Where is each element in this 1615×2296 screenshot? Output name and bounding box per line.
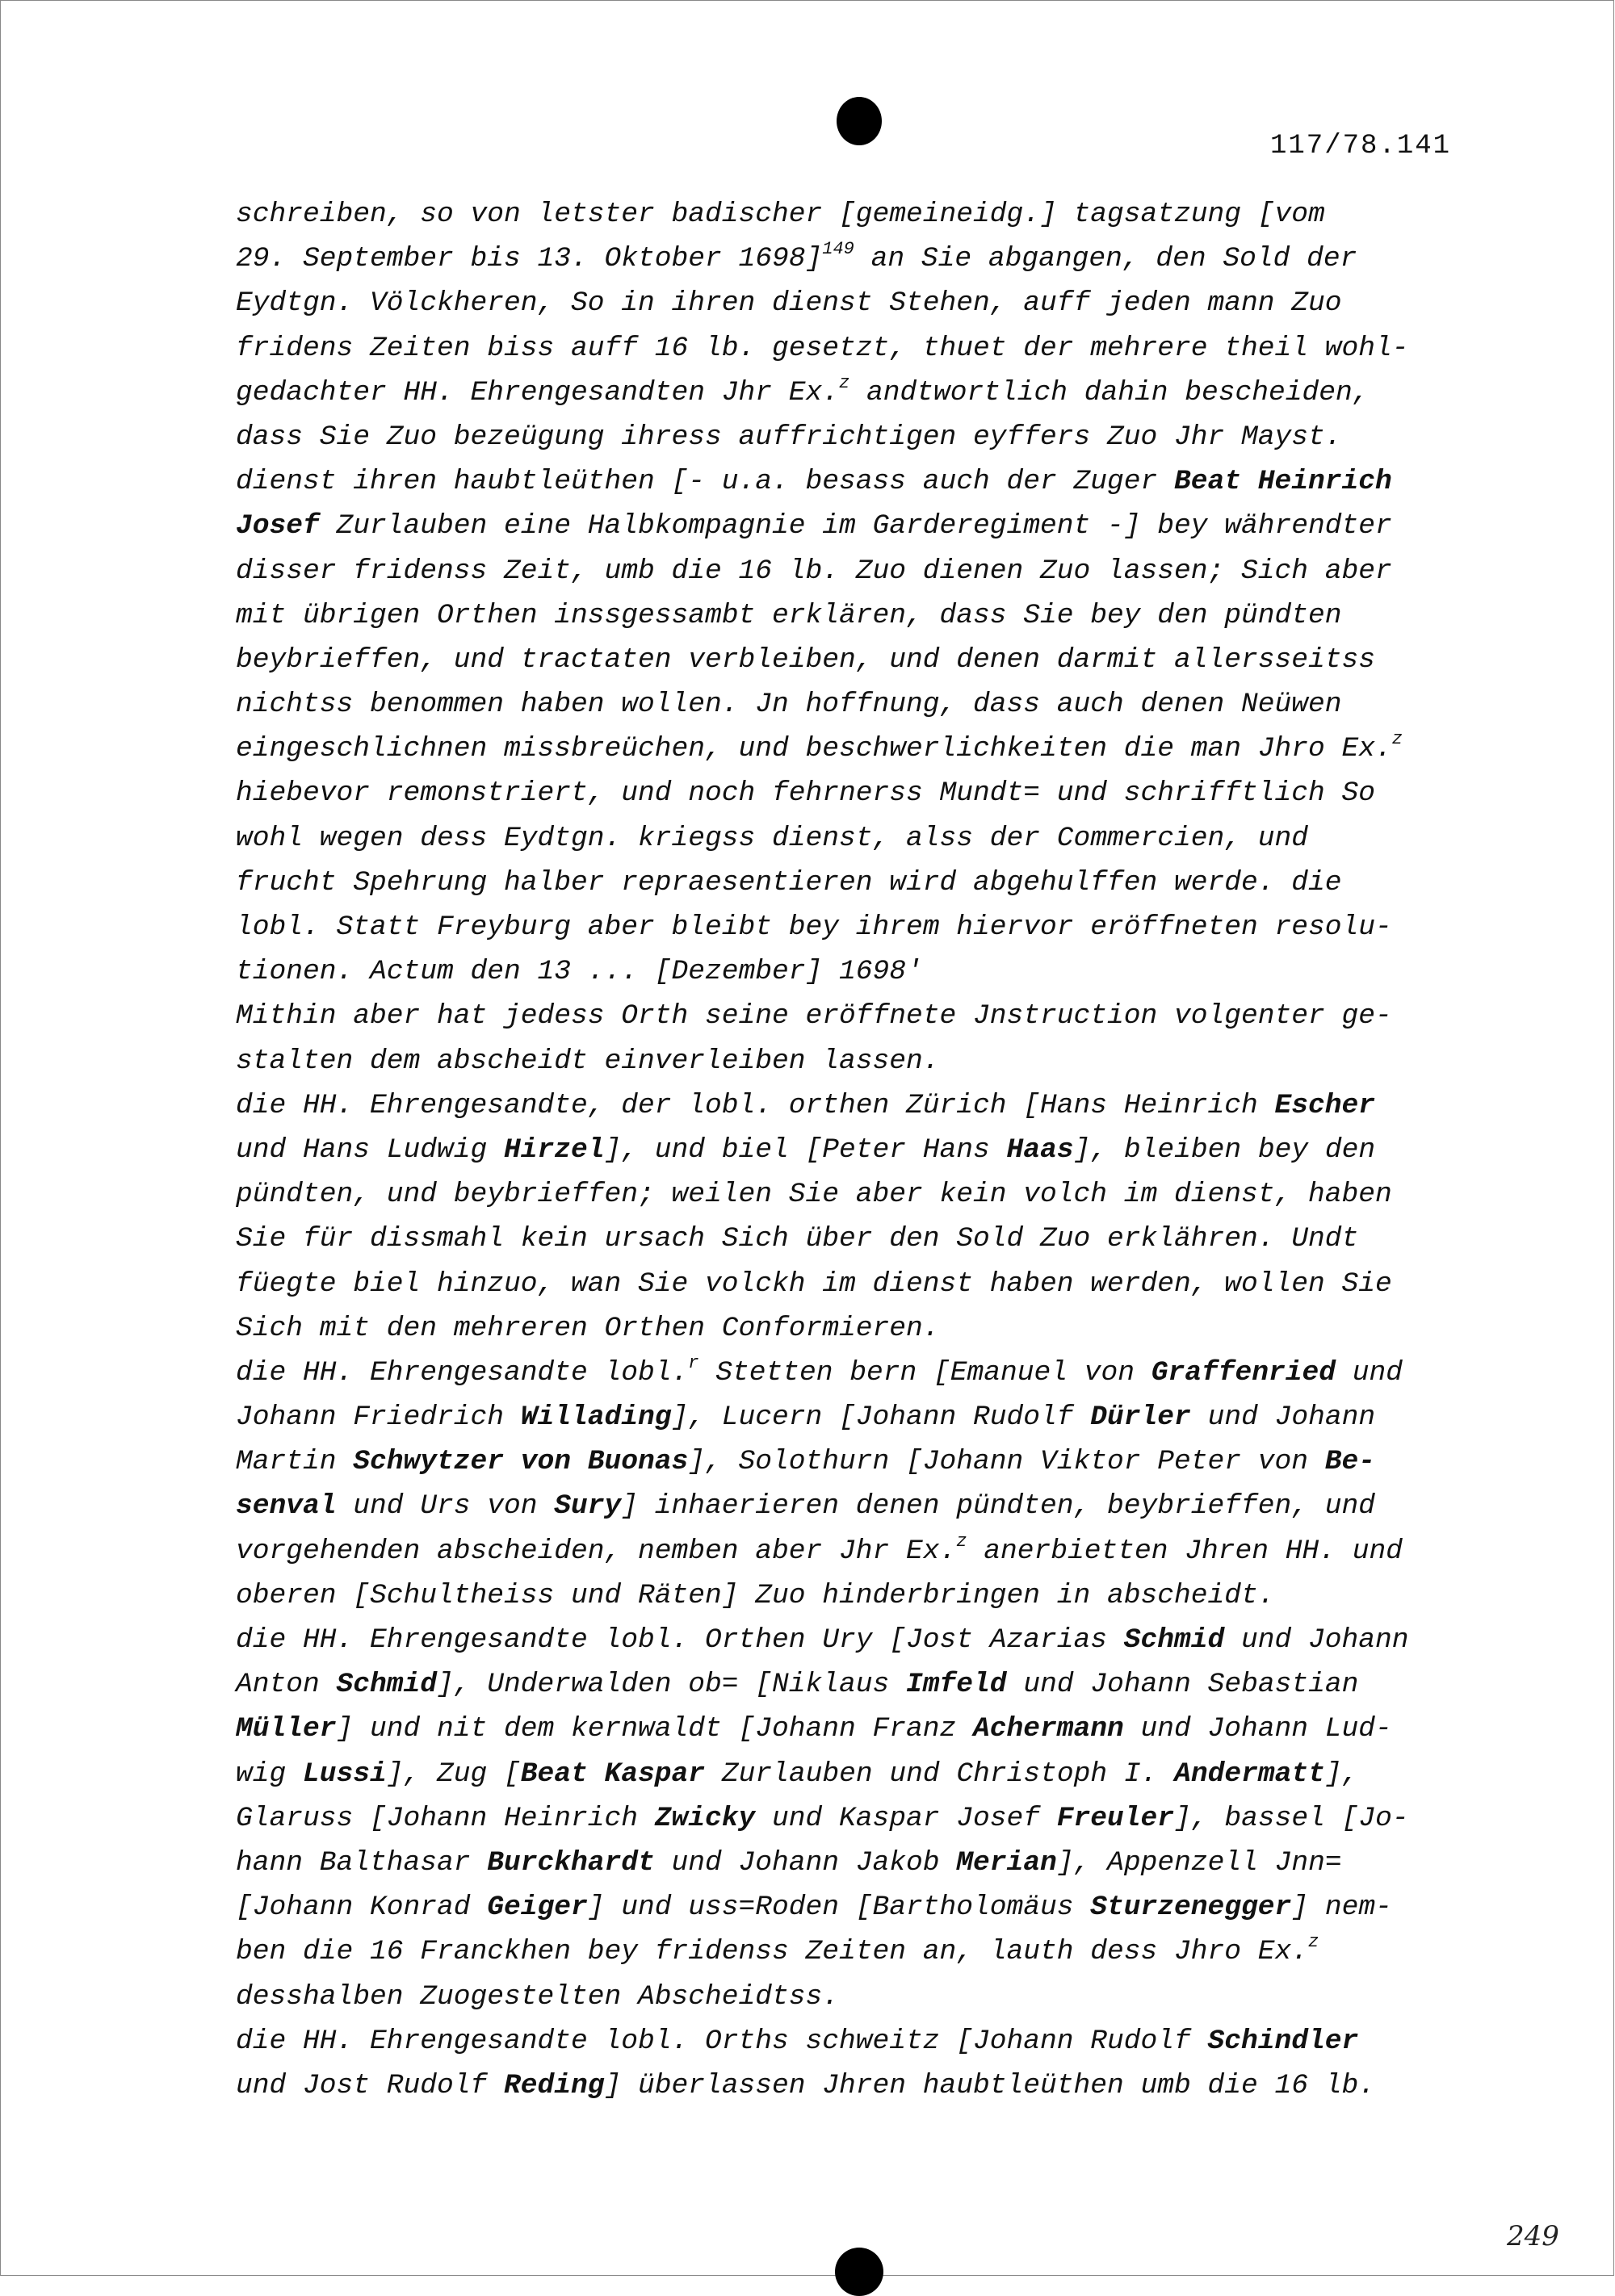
text-line: [236, 504, 1471, 548]
text-line: [236, 861, 1471, 905]
text-line: [236, 1529, 1471, 1573]
bold-name: Willading: [520, 1401, 672, 1434]
text-segment: und Urs von: [336, 1490, 555, 1523]
text-line: [236, 1172, 1471, 1217]
superscript: 149: [822, 239, 854, 260]
bold-name: Graffenried: [1151, 1356, 1336, 1389]
text-line: [236, 1395, 1471, 1439]
text-line: [236, 371, 1471, 415]
text-segment: und Johann Jakob: [654, 1846, 957, 1879]
bold-name: Be-: [1324, 1446, 1376, 1478]
text-line: [236, 1707, 1471, 1751]
text-segment: ] überlassen Jhren haubtleüthen umb die 16 lb.: [604, 2069, 1376, 2101]
text-segment: ], Zug [: [386, 1758, 521, 1790]
text-line: [236, 1484, 1471, 1528]
superscript: z: [839, 372, 850, 393]
text-segment: andtwortlich dahin bescheiden,: [849, 376, 1370, 409]
text-segment: Johann Friedrich: [236, 1401, 521, 1434]
text-segment: ] und nit dem kernwaldt [Johann Franz: [336, 1713, 974, 1745]
bold-name: Haas: [1006, 1133, 1074, 1166]
bold-name: Sturzenegger: [1090, 1892, 1292, 1924]
bold-name: Schmid: [1123, 1624, 1225, 1656]
bold-name: Freuler: [1056, 1802, 1175, 1834]
text-line: [236, 1217, 1471, 1261]
text-line: [236, 1039, 1471, 1083]
text-segment: schreiben, so von letster badischer [gemeineidg.] tagsatzung [vom: [236, 199, 1325, 230]
text-line: [236, 593, 1471, 638]
bold-name: Hirzel: [504, 1133, 605, 1166]
text-segment: anerbietten Jhren HH. und: [967, 1535, 1403, 1567]
text-line: [236, 1841, 1471, 1885]
text-segment: disser fridenss Zeit, umb die 16 lb. Zuo dienen Zuo lassen; Sich aber: [236, 555, 1392, 587]
bold-name: Schindler: [1207, 2025, 1359, 2057]
text-segment: und Johann Sebastian: [1006, 1669, 1359, 1701]
text-segment: wig: [236, 1758, 304, 1790]
text-segment: die HH. Ehrengesandte lobl. Orthen Ury [Jost Azarias: [236, 1624, 1124, 1656]
bold-name: Beat Kaspar: [520, 1758, 706, 1790]
text-segment: die HH. Ehrengesandte, der lobl. orthen Zürich [Hans Heinrich: [236, 1089, 1275, 1121]
superscript: z: [1308, 1932, 1319, 1953]
text-line: [236, 459, 1471, 504]
text-segment: ] inhaerieren denen pündten, beybrieffen, und: [621, 1490, 1376, 1523]
text-segment: Glaruss [Johann Heinrich: [236, 1802, 655, 1834]
bold-name: Reding: [504, 2069, 605, 2101]
text-line: [236, 949, 1471, 994]
text-segment: und Johann: [1224, 1624, 1409, 1656]
text-line: [236, 1662, 1471, 1707]
text-segment: die HH. Ehrengesandte lobl. Orths schweitz [Johann Rudolf: [236, 2025, 1208, 2057]
text-segment: mit übrigen Orthen inssgessambt erklären, dass Sie bey den pündten: [236, 599, 1342, 631]
text-line: [236, 638, 1471, 682]
text-segment: [Johann Konrad: [236, 1892, 488, 1924]
text-line: [236, 2063, 1471, 2108]
page-number: 117/78.141: [1270, 131, 1452, 161]
bold-name: Achermann: [973, 1713, 1124, 1745]
text-line: [236, 192, 1471, 237]
text-segment: Mithin aber hat jedess Orth seine eröffnete Jnstruction volgenter ge-: [236, 1000, 1392, 1033]
text-segment: ], Lucern [Johann Rudolf: [671, 1401, 1091, 1434]
text-line: [236, 1618, 1471, 1662]
bold-name: Lussi: [303, 1758, 387, 1790]
text-segment: vorgehenden abscheiden, nemben aber Jhr Ex.: [236, 1535, 957, 1567]
text-segment: oberen [Schultheiss und Räten] Zuo hinderbringen in abscheidt.: [236, 1579, 1275, 1611]
bold-name: Zwicky: [654, 1802, 756, 1834]
text-segment: an Sie abgangen, den Sold der: [854, 243, 1357, 275]
text-segment: lobl. Statt Freyburg aber bleibt bey ihrem hiervor eröffneten resolu-: [236, 911, 1392, 943]
bold-name: Imfeld: [906, 1669, 1007, 1701]
text-line: [236, 1975, 1471, 2019]
text-line: [236, 1439, 1471, 1484]
superscript: z: [1391, 729, 1403, 750]
text-line: [236, 905, 1471, 949]
superscript: z: [956, 1531, 967, 1552]
bold-name: Burckhardt: [487, 1846, 655, 1879]
bold-name: Josef: [236, 510, 320, 543]
text-segment: ], bleiben bey den: [1073, 1133, 1376, 1166]
text-segment: füegte biel hinzuo, wan Sie volckh im dienst haben werden, wollen Sie: [236, 1267, 1392, 1300]
text-segment: tionen. Actum den 13 ... [Dezember] 1698': [236, 956, 923, 988]
text-segment: stalten dem abscheidt einverleiben lassen.: [236, 1045, 940, 1077]
text-line: [236, 1306, 1471, 1351]
text-segment: nichtss benommen haben wollen. Jn hoffnung, dass auch denen Neüwen: [236, 689, 1342, 721]
superscript: r: [688, 1352, 699, 1373]
text-segment: Martin: [236, 1446, 354, 1478]
text-segment: Zurlauben eine Halbkompagnie im Garderegiment -] bey währendter: [319, 510, 1392, 543]
text-line: [236, 1885, 1471, 1929]
bold-name: Schwytzer von Buonas: [353, 1446, 689, 1478]
text-line: [236, 415, 1471, 459]
text-segment: hiebevor remonstriert, und noch fehrnerss Mundt= und schrifftlich So: [236, 777, 1376, 810]
text-segment: dass Sie Zuo bezeügung ihress auffrichtigen eyffers Zuo Jhr Mayst.: [236, 421, 1342, 453]
text-segment: und: [1336, 1356, 1403, 1389]
text-segment: und Johann Lud-: [1123, 1713, 1392, 1745]
text-line: [236, 237, 1471, 281]
text-segment: Anton: [236, 1669, 337, 1701]
text-segment: und Kaspar Josef: [755, 1802, 1057, 1834]
bold-name: Merian: [956, 1846, 1057, 1879]
handwritten-page-mark: 249: [1507, 2220, 1559, 2252]
text-segment: wohl wegen dess Eydtgn. kriegss dienst, alss der Commercien, und: [236, 822, 1309, 854]
text-segment: und Johann: [1190, 1401, 1376, 1434]
text-segment: ], Appenzell Jnn=: [1056, 1846, 1342, 1879]
bold-name: senval: [236, 1490, 337, 1523]
text-segment: 29. September bis 13. Oktober 1698]: [236, 243, 823, 275]
text-segment: ] und uss=Roden [Bartholomäus: [587, 1892, 1091, 1924]
punch-hole-top: [837, 97, 882, 145]
text-line: [236, 1351, 1471, 1395]
bold-name: Dürler: [1090, 1401, 1191, 1434]
text-line: [236, 1752, 1471, 1796]
text-segment: ], und biel [Peter Hans: [604, 1133, 1007, 1166]
text-line: [236, 682, 1471, 727]
text-segment: eingeschlichnen missbreüchen, und beschwerlichkeiten die man Jhro Ex.: [236, 733, 1392, 765]
text-segment: dienst ihren haubtleüthen [- u.a. besass auch der Zuger: [236, 466, 1175, 498]
text-segment: frucht Spehrung halber repraesentieren wird abgehulffen werde. die: [236, 866, 1342, 899]
text-segment: desshalben Zuogestelten Abscheidtss.: [236, 1980, 840, 2013]
text-line: [236, 281, 1471, 325]
text-line: [236, 1083, 1471, 1128]
bold-name: Geiger: [487, 1892, 588, 1924]
text-line: [236, 326, 1471, 371]
text-line: [236, 994, 1471, 1038]
text-segment: und Hans Ludwig: [236, 1133, 505, 1166]
text-line: [236, 1262, 1471, 1306]
text-segment: fridens Zeiten biss auff 16 lb. gesetzt, thuet der mehrere theil wohl-: [236, 332, 1409, 364]
text-segment: ],: [1324, 1758, 1359, 1790]
text-line: [236, 1929, 1471, 1974]
text-line: [236, 1796, 1471, 1841]
text-line: [236, 1128, 1471, 1172]
text-segment: Stetten bern [Emanuel von: [698, 1356, 1151, 1389]
text-line: [236, 1573, 1471, 1618]
text-segment: ], bassel [Jo-: [1174, 1802, 1409, 1834]
text-segment: Sich mit den mehreren Orthen Conformieren.: [236, 1312, 940, 1344]
text-segment: hann Balthasar: [236, 1846, 488, 1879]
bold-name: Andermatt: [1174, 1758, 1325, 1790]
text-line: [236, 771, 1471, 815]
bold-name: Beat Heinrich: [1174, 466, 1392, 498]
text-line: [236, 816, 1471, 861]
text-segment: gedachter HH. Ehrengesandten Jhr Ex.: [236, 376, 840, 409]
document-body: [236, 192, 1471, 2108]
punch-hole-bottom: [835, 2248, 883, 2296]
text-segment: Eydtgn. Völckheren, So in ihren dienst Stehen, auff jeden mann Zuo: [236, 287, 1342, 320]
text-line: [236, 549, 1471, 593]
text-segment: und Jost Rudolf: [236, 2069, 505, 2101]
text-segment: ], Solothurn [Johann Viktor Peter von: [688, 1446, 1325, 1478]
text-line: [236, 2019, 1471, 2063]
text-segment: ben die 16 Franckhen bey fridenss Zeiten an, lauth dess Jhro Ex.: [236, 1936, 1309, 1968]
text-segment: ] nem-: [1291, 1892, 1392, 1924]
text-segment: die HH. Ehrengesandte lobl.: [236, 1356, 689, 1389]
bold-name: Müller: [236, 1713, 337, 1745]
bold-name: Sury: [554, 1490, 622, 1523]
text-segment: beybrieffen, und tractaten verbleiben, und denen darmit allersseitss: [236, 643, 1376, 676]
bold-name: Schmid: [336, 1669, 438, 1701]
bold-name: Escher: [1274, 1089, 1376, 1121]
text-segment: Sie für dissmahl kein ursach Sich über den Sold Zuo erklähren. Undt: [236, 1223, 1359, 1255]
text-segment: Zurlauben und Christoph I.: [705, 1758, 1175, 1790]
text-line: [236, 727, 1471, 771]
text-segment: ], Underwalden ob= [Niklaus: [437, 1669, 907, 1701]
text-segment: pündten, und beybrieffen; weilen Sie aber kein volch im dienst, haben: [236, 1179, 1392, 1211]
